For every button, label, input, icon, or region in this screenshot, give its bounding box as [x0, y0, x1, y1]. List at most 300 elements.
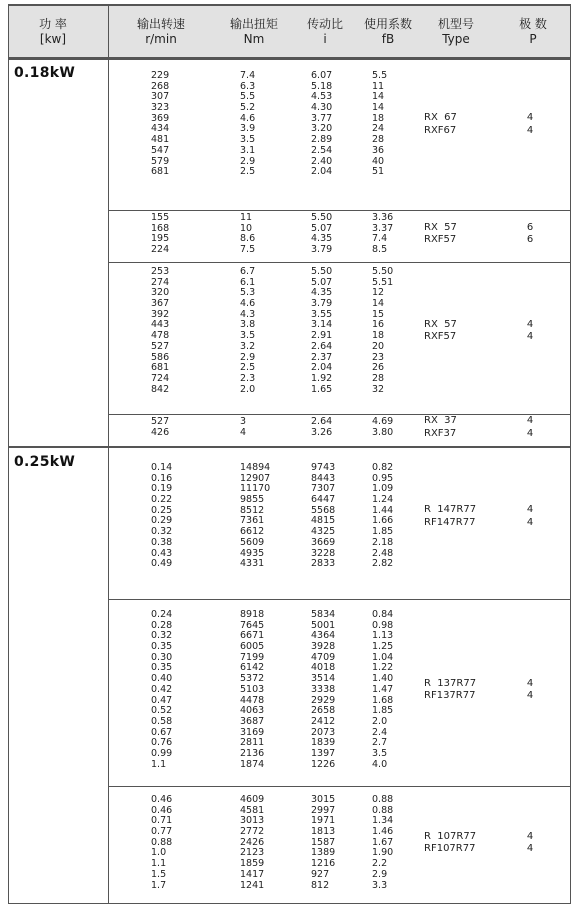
factor-column	[372, 610, 393, 770]
table-cell: 8512	[240, 504, 265, 516]
table-cell: 3013	[240, 815, 265, 827]
table-cell: 0.32	[151, 526, 173, 538]
table-cell: 4325	[311, 526, 336, 538]
table-cell: 5103	[240, 683, 265, 695]
header-factor-unit: fB	[381, 32, 395, 46]
table-cell: 2.9	[240, 155, 256, 167]
table-cell: 2.89	[311, 134, 333, 146]
table-cell: 0.99	[151, 747, 173, 759]
table-cell: 0.32	[151, 630, 173, 642]
table-cell: 2929	[311, 694, 336, 706]
table-cell: 2412	[311, 715, 336, 727]
table-cell: 5.51	[372, 276, 394, 288]
table-cell: 6612	[240, 526, 265, 538]
table-cell: 24	[372, 123, 385, 135]
table-cell: 3015	[311, 794, 336, 805]
model-type	[424, 504, 476, 529]
header-poles-unit: P	[529, 32, 537, 46]
table-cell: 224	[151, 244, 170, 256]
table-cell: 11	[240, 212, 253, 223]
pole-count	[520, 222, 540, 247]
torque-column	[240, 267, 255, 395]
table-cell: 4.53	[311, 91, 333, 103]
table-cell: 2.48	[372, 547, 394, 559]
table-cell: 11170	[240, 483, 271, 495]
table-cell: 2426	[240, 836, 265, 848]
table-cell: 4.35	[311, 287, 333, 299]
table-cell: 0.77	[151, 826, 173, 838]
table-cell: 1417	[240, 868, 265, 880]
table-cell: 26	[372, 362, 385, 374]
table-cell: 4.30	[311, 102, 333, 114]
group-divider	[108, 786, 571, 787]
table-cell: 1.5	[151, 868, 167, 880]
table-cell: 0.43	[151, 547, 173, 559]
table-cell: 7.4	[372, 233, 388, 245]
table-cell: 681	[151, 166, 170, 178]
model-type-line: RX 37	[424, 415, 457, 427]
table-cell: 0.25	[151, 504, 173, 516]
header-ratio	[298, 17, 352, 47]
table-cell: 4331	[240, 558, 265, 570]
table-cell: 7.4	[240, 70, 256, 81]
table-cell: 18	[372, 330, 385, 342]
table-cell: 4935	[240, 547, 265, 559]
header-speed-unit: r/min	[145, 32, 177, 46]
table-cell: 3.2	[240, 340, 256, 352]
table-cell: 5.50	[311, 212, 333, 223]
table-cell: 478	[151, 330, 170, 342]
table-cell: 9743	[311, 462, 336, 473]
table-cell: 3.26	[311, 426, 333, 438]
table-cell: 1.09	[372, 483, 394, 495]
table-cell: 2997	[311, 804, 336, 816]
factor-column	[372, 795, 393, 891]
pole-count	[520, 319, 540, 344]
table-cell: 0.19	[151, 483, 173, 495]
table-cell: 2.91	[311, 330, 333, 342]
pole-count-line: 4	[526, 690, 534, 702]
table-cell: 2658	[311, 705, 336, 717]
pole-count-line: 4	[526, 415, 534, 427]
table-cell: 307	[151, 91, 170, 103]
pole-count-line: 4	[526, 516, 534, 528]
ratio-column	[311, 463, 335, 570]
table-cell: 7199	[240, 651, 265, 663]
table-cell: 4018	[311, 662, 336, 674]
table-cell: 367	[151, 298, 170, 310]
table-cell: 20	[372, 340, 385, 352]
model-type-line: RX 67	[424, 112, 457, 123]
pole-count-line: 4	[526, 830, 534, 842]
table-cell: 3669	[311, 536, 336, 548]
ratio-column	[311, 267, 332, 395]
table-cell: 1859	[240, 858, 265, 870]
table-cell: 10	[240, 222, 253, 234]
pole-count-line: 4	[526, 124, 534, 136]
table-cell: 3.5	[240, 330, 256, 342]
table-cell: 2.9	[372, 868, 388, 880]
table-cell: 0.88	[151, 836, 173, 848]
table-cell: 2.54	[311, 144, 333, 156]
table-cell: 0.42	[151, 683, 173, 695]
model-type-line: RXF67	[424, 124, 457, 136]
table-cell: 6.7	[240, 266, 256, 277]
section-divider	[8, 57, 571, 59]
table-cell: 0.67	[151, 726, 173, 738]
table-cell: 0.82	[372, 462, 394, 473]
table-cell: 8.6	[240, 233, 256, 245]
table-cell: 9855	[240, 494, 265, 506]
table-cell: 2.7	[372, 737, 388, 749]
table-cell: 0.52	[151, 705, 173, 717]
table-cell: 32	[372, 383, 385, 395]
table-cell: 2.82	[372, 558, 394, 570]
table-cell: 1.68	[372, 694, 394, 706]
table-cell: 1226	[311, 758, 336, 770]
table-right-rule	[570, 4, 571, 904]
table-cell: 16	[372, 319, 385, 331]
table-cell: 36	[372, 144, 385, 156]
pole-count	[520, 678, 540, 703]
table-cell: 8918	[240, 609, 265, 620]
table-cell: 1.90	[372, 847, 394, 859]
header-poles-cn: 极 数	[519, 17, 547, 31]
table-cell: 0.88	[372, 794, 394, 805]
model-type-line: RF147R77	[424, 516, 476, 528]
pole-count-line: 4	[526, 677, 534, 689]
table-cell: 3.55	[311, 308, 333, 320]
table-cell: 681	[151, 362, 170, 374]
table-cell: 14	[372, 298, 385, 310]
power-column-rule	[108, 4, 109, 904]
table-cell: 2833	[311, 558, 336, 570]
table-cell: 4.0	[372, 758, 388, 770]
table-cell: 0.30	[151, 651, 173, 663]
table-cell: 4581	[240, 804, 265, 816]
header-torque-cn: 输出扭矩	[229, 17, 278, 31]
table-cell: 5.07	[311, 222, 333, 234]
table-cell: 392	[151, 308, 170, 320]
table-cell: 15	[372, 308, 385, 320]
table-cell: 927	[311, 868, 330, 880]
table-cell: 5.2	[240, 102, 256, 114]
speed-column	[151, 417, 169, 438]
table-cell: 3.36	[372, 212, 394, 223]
model-type	[424, 112, 457, 137]
factor-column	[372, 267, 393, 395]
table-cell: 1.04	[372, 651, 394, 663]
table-header	[8, 4, 571, 60]
table-cell: 320	[151, 287, 170, 299]
table-cell: 1.1	[151, 758, 167, 770]
pole-count-line: 4	[526, 427, 534, 439]
table-cell: 3.9	[240, 123, 256, 135]
table-cell: 4063	[240, 705, 265, 717]
table-cell: 2.04	[311, 362, 333, 374]
table-cell: 6142	[240, 662, 265, 674]
table-cell: 2.4	[372, 726, 388, 738]
table-cell: 3.14	[311, 319, 333, 331]
table-cell: 195	[151, 233, 170, 245]
table-cell: 1971	[311, 815, 336, 827]
table-cell: 5.3	[240, 287, 256, 299]
pole-count-line: 4	[526, 331, 534, 343]
speed-column	[151, 610, 172, 770]
table-cell: 1241	[240, 879, 265, 891]
table-cell: 0.58	[151, 715, 173, 727]
factor-column	[372, 463, 393, 570]
table-cell: 3.1	[240, 144, 256, 156]
table-cell: 0.84	[372, 609, 394, 620]
pole-count	[520, 831, 540, 856]
table-cell: 547	[151, 144, 170, 156]
table-cell: 2123	[240, 847, 265, 859]
table-cell: 12	[372, 287, 385, 299]
table-cell: 1839	[311, 737, 336, 749]
model-type-line: RXF57	[424, 331, 457, 343]
table-cell: 1.34	[372, 815, 394, 827]
table-cell: 1.1	[151, 858, 167, 870]
torque-column	[240, 71, 255, 178]
model-type-line: RX 57	[424, 318, 457, 330]
pole-count	[520, 112, 540, 137]
model-type-line: RXF57	[424, 234, 457, 246]
table-cell: 4.69	[372, 416, 394, 427]
pole-count	[520, 504, 540, 529]
table-cell: 369	[151, 112, 170, 124]
model-type	[424, 831, 476, 856]
table-cell: 229	[151, 70, 170, 81]
pole-count-line: 4	[526, 318, 534, 330]
pole-count-line: 4	[526, 843, 534, 855]
table-cell: 5.5	[372, 70, 388, 81]
table-cell: 40	[372, 155, 385, 167]
model-type-line: RX 57	[424, 221, 457, 233]
header-speed	[126, 17, 196, 47]
table-cell: 0.98	[372, 619, 394, 631]
table-cell: 6.1	[240, 276, 256, 288]
table-cell: 2772	[240, 826, 265, 838]
table-cell: 1587	[311, 836, 336, 848]
model-type	[424, 415, 457, 440]
table-cell: 2.37	[311, 351, 333, 363]
table-cell: 5.50	[311, 266, 333, 277]
table-cell: 0.49	[151, 558, 173, 570]
header-ratio-cn: 传动比	[306, 17, 343, 31]
table-cell: 4	[240, 426, 247, 438]
table-cell: 0.47	[151, 694, 173, 706]
table-cell: 1.13	[372, 630, 394, 642]
table-cell: 6447	[311, 494, 336, 506]
model-type-line: R 137R77	[424, 677, 477, 689]
table-cell: 2073	[311, 726, 336, 738]
table-cell: 1216	[311, 858, 336, 870]
speed-column	[151, 795, 172, 891]
table-cell: 4609	[240, 794, 265, 805]
table-cell: 1.44	[372, 504, 394, 516]
header-type-cn: 机型号	[437, 17, 474, 31]
table-cell: 0.35	[151, 641, 173, 653]
model-type	[424, 319, 457, 344]
table-cell: 5834	[311, 609, 336, 620]
header-type	[424, 17, 488, 47]
table-cell: 2.9	[240, 351, 256, 363]
table-cell: 1.7	[151, 879, 167, 891]
table-cell: 0.14	[151, 462, 173, 473]
header-ratio-unit: i	[323, 32, 327, 46]
factor-column	[372, 417, 393, 438]
table-cell: 253	[151, 266, 170, 277]
table-cell: 842	[151, 383, 170, 395]
table-cell: 1.46	[372, 826, 394, 838]
table-cell: 11	[372, 80, 385, 92]
table-cell: 3338	[311, 683, 336, 695]
table-cell: 0.35	[151, 662, 173, 674]
model-type-line: R 147R77	[424, 504, 477, 515]
table-cell: 6.3	[240, 80, 256, 92]
table-bottom-rule	[8, 903, 571, 904]
power-rating: 0.25kW	[14, 454, 76, 470]
table-cell: 5001	[311, 619, 336, 631]
table-cell: 8.5	[372, 244, 388, 256]
table-cell: 3.5	[372, 747, 388, 759]
table-cell: 2.18	[372, 536, 394, 548]
table-cell: 4364	[311, 630, 336, 642]
table-cell: 5.50	[372, 266, 394, 277]
table-cell: 1.25	[372, 641, 394, 653]
table-cell: 586	[151, 351, 170, 363]
table-cell: 3169	[240, 726, 265, 738]
power-rating: 0.18kW	[14, 65, 76, 81]
table-cell: 14	[372, 102, 385, 114]
table-cell: 3.37	[372, 222, 394, 234]
group-divider	[108, 414, 571, 415]
table-cell: 5.07	[311, 276, 333, 288]
table-cell: 724	[151, 372, 170, 384]
table-cell: 6671	[240, 630, 265, 642]
table-cell: 1.24	[372, 494, 394, 506]
table-cell: 3928	[311, 641, 336, 653]
table-cell: 1.92	[311, 372, 333, 384]
table-cell: 1.85	[372, 526, 394, 538]
table-cell: 3.80	[372, 426, 394, 438]
table-cell: 0.71	[151, 815, 173, 827]
table-cell: 2.3	[240, 372, 256, 384]
ratio-column	[311, 610, 335, 770]
table-cell: 28	[372, 372, 385, 384]
table-cell: 6005	[240, 641, 265, 653]
table-cell: 1.67	[372, 836, 394, 848]
table-left-rule	[8, 4, 9, 904]
factor-column	[372, 71, 387, 178]
table-cell: 1.47	[372, 683, 394, 695]
table-cell: 18	[372, 112, 385, 124]
table-cell: 155	[151, 212, 170, 223]
table-cell: 1813	[311, 826, 336, 838]
table-cell: 5.5	[240, 91, 256, 103]
pole-count-line: 4	[526, 112, 534, 123]
pole-count	[520, 415, 540, 440]
table-cell: 6.07	[311, 70, 333, 81]
header-factor	[353, 17, 423, 47]
header-torque-unit: Nm	[243, 32, 265, 46]
model-type-line: RXF37	[424, 427, 457, 439]
table-cell: 443	[151, 319, 170, 331]
header-poles	[500, 17, 566, 47]
table-cell: 0.16	[151, 472, 173, 484]
table-cell: 0.22	[151, 494, 173, 506]
table-cell: 5568	[311, 504, 336, 516]
pole-count-line: 4	[526, 504, 534, 515]
table-cell: 1874	[240, 758, 265, 770]
table-cell: 4.3	[240, 308, 256, 320]
ratio-column	[311, 417, 332, 438]
table-cell: 3.79	[311, 244, 333, 256]
table-cell: 28	[372, 134, 385, 146]
table-cell: 14894	[240, 462, 271, 473]
table-cell: 2.5	[240, 362, 256, 374]
table-cell: 2811	[240, 737, 265, 749]
table-cell: 0.76	[151, 737, 173, 749]
table-cell: 1389	[311, 847, 336, 859]
header-speed-cn: 输出转速	[136, 17, 185, 31]
table-cell: 4.6	[240, 112, 256, 124]
table-cell: 579	[151, 155, 170, 167]
ratio-column	[311, 213, 332, 256]
table-cell: 2.0	[372, 715, 388, 727]
table-cell: 0.88	[372, 804, 394, 816]
group-divider	[108, 262, 571, 263]
section-divider	[8, 446, 571, 448]
table-cell: 268	[151, 80, 170, 92]
table-cell: 5372	[240, 673, 265, 685]
table-cell: 527	[151, 340, 170, 352]
speed-column	[151, 213, 169, 256]
table-cell: 1.40	[372, 673, 394, 685]
speed-column	[151, 267, 169, 395]
pole-count-line: 6	[526, 221, 534, 233]
model-type-line: RF107R77	[424, 843, 476, 855]
table-cell: 3	[240, 416, 247, 427]
table-cell: 0.38	[151, 536, 173, 548]
table-cell: 3.8	[240, 319, 256, 331]
group-divider	[108, 599, 571, 600]
table-cell: 3.3	[372, 879, 388, 891]
table-cell: 426	[151, 426, 170, 438]
table-cell: 7.5	[240, 244, 256, 256]
table-cell: 1.85	[372, 705, 394, 717]
table-cell: 5609	[240, 536, 265, 548]
torque-column	[240, 610, 264, 770]
ratio-column	[311, 795, 335, 891]
torque-column	[240, 417, 246, 438]
table-cell: 4.35	[311, 233, 333, 245]
table-cell: 2.2	[372, 858, 388, 870]
table-cell: 3.77	[311, 112, 333, 124]
table-cell: 0.40	[151, 673, 173, 685]
factor-column	[372, 213, 393, 256]
speed-column	[151, 463, 172, 570]
table-cell: 12907	[240, 472, 271, 484]
header-torque	[218, 17, 290, 47]
model-type-line: RF137R77	[424, 690, 476, 702]
table-cell: 1.0	[151, 847, 167, 859]
table-cell: 274	[151, 276, 170, 288]
table-cell: 7307	[311, 483, 336, 495]
table-cell: 4815	[311, 515, 336, 527]
model-type	[424, 678, 476, 703]
